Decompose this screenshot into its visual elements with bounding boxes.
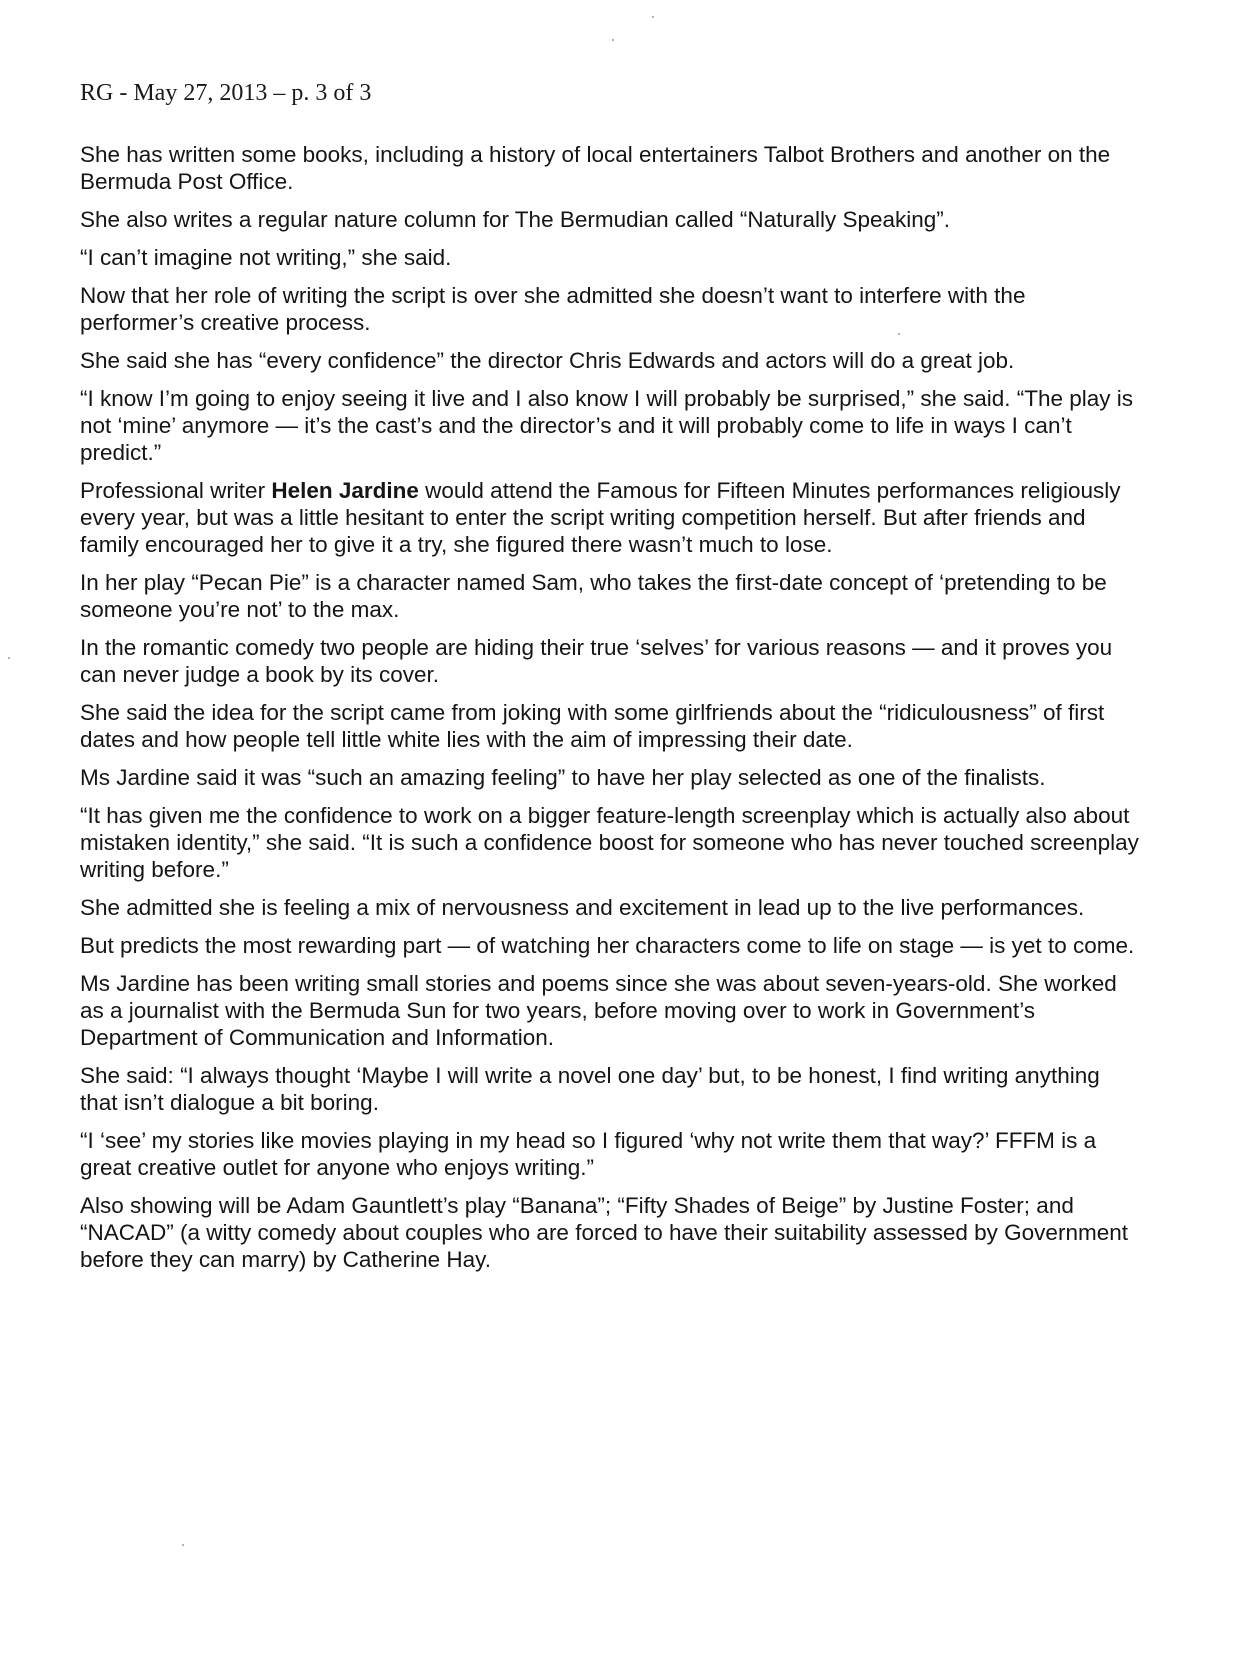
paragraph: Also showing will be Adam Gauntlett’s play “Banana”; “Fifty Shades of Beige” by Justine Foster; and “NACAD” (a witty comedy about couples who are forced to have their suitability assessed by Government before they can marry) by Catherine Hay. (80, 1193, 1128, 1272)
scan-speck (612, 39, 614, 41)
paragraph: Ms Jardine said it was “such an amazing feeling” to have her play selected as one of the finalists. (80, 765, 1046, 790)
paragraph: She has written some books, including a history of local entertainers Talbot Brothers and another on the Bermuda Post Office. (80, 142, 1111, 194)
paragraph: She said the idea for the script came from joking with some girlfriends about the “ridiculousness” of first dates and how people tell little white lies with the aim of impressing their date. (80, 700, 1105, 752)
scan-speck (898, 333, 900, 335)
paragraph: “I can’t imagine not writing,” she said. (80, 245, 452, 270)
paragraph: Now that her role of writing the script is over she admitted she doesn’t want to interfere with the performer’s creative process. (80, 283, 1026, 335)
paragraph: She said she has “every confidence” the director Chris Edwards and actors will do a great job. (80, 348, 1015, 373)
writer-name: Helen Jardine (271, 478, 419, 503)
paragraph: She said: “I always thought ‘Maybe I will write a novel one day’ but, to be honest, I find writing anything that isn’t dialogue a bit boring. (80, 1063, 1100, 1115)
paragraph: But predicts the most rewarding part — of watching her characters come to life on stage — is yet to come. (80, 933, 1135, 958)
paragraph: “I ‘see’ my stories like movies playing in my head so I figured ‘why not write them that way?’ FFFM is a great creative outlet for anyone who enjoys writing.” (80, 1128, 1097, 1180)
paragraph: In her play “Pecan Pie” is a character named Sam, who takes the first-date concept of ‘pretending to be someone you’re not’ to the max. (80, 570, 1107, 622)
paragraph: In the romantic comedy two people are hiding their true ‘selves’ for various reasons — and it proves you can never judge a book by its cover. (80, 635, 1113, 687)
article-body (80, 141, 1140, 1284)
page-header: RG - May 27, 2013 – p. 3 of 3 (80, 80, 372, 106)
paragraph: “I know I’m going to enjoy seeing it live and I also know I will probably be surprised,” she said. “The play is not ‘mine’ anymore — it’s the cast’s and the director’s and it will probably come to life in ways I can’t predict.” (80, 386, 1134, 465)
paragraph (80, 477, 1140, 558)
paragraph-text: would attend the Famous for Fifteen Minutes performances religiously every year, but was a little hesitant to enter the script writing competition herself. But after friends and family encouraged her to give it a try, she figured there wasn’t much to lose. (80, 478, 1121, 557)
scan-speck (8, 657, 10, 659)
scan-speck (182, 1544, 184, 1546)
paragraph: She also writes a regular nature column for The Bermudian called “Naturally Speaking”. (80, 207, 951, 232)
paragraph: “It has given me the confidence to work on a bigger feature-length screenplay which is actually also about mistaken identity,” she said. “It is such a confidence boost for someone who has never touched screenplay writing before.” (80, 803, 1139, 882)
scan-speck (652, 16, 654, 18)
paragraph: She admitted she is feeling a mix of nervousness and excitement in lead up to the live performances. (80, 895, 1085, 920)
paragraph-text: Professional writer (80, 478, 272, 503)
paragraph: Ms Jardine has been writing small stories and poems since she was about seven-years-old. She worked as a journalist with the Bermuda Sun for two years, before moving over to work in Government’s Department of Communication and Information. (80, 971, 1117, 1050)
